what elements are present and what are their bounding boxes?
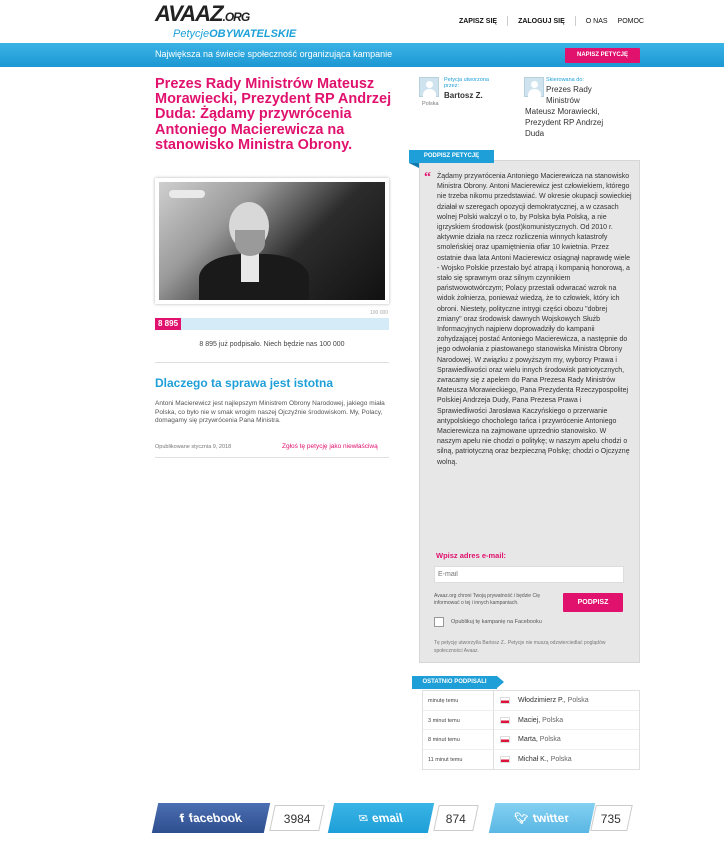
- share-facebook-label: facebook: [187, 811, 244, 825]
- nav-divider: [507, 16, 508, 26]
- signer-name: Włodzimierz P.,: [518, 697, 566, 704]
- logo-org-text: .ORG: [222, 10, 250, 24]
- signature-count: 8 895: [155, 318, 181, 330]
- twitter-share-count: 735: [590, 805, 633, 831]
- avaaz-logo[interactable]: [155, 3, 296, 40]
- target-line: Prezydent RP Andrzej: [525, 118, 604, 127]
- tagline: Największa na świecie społeczność organizująca kampanie: [155, 49, 393, 59]
- poland-flag-icon: [500, 756, 510, 763]
- signup-link[interactable]: ZAPISZ SIĘ: [458, 17, 498, 25]
- creator-name: Bartosz Z.: [444, 91, 483, 100]
- creator-country: Polska: [422, 101, 439, 107]
- target-line: Ministrów: [546, 96, 580, 105]
- help-link[interactable]: POMOC: [617, 17, 644, 25]
- sign-button[interactable]: PODPISZ: [563, 593, 623, 612]
- petition-disclaimer: Tę petycję utworzył/a Bartosz Z.. Petycje nie muszą odzwierciedlać poglądów społeczności Avaaz.: [434, 640, 606, 654]
- quote-icon: “: [424, 170, 431, 185]
- signer-name: Maciej,: [518, 716, 541, 724]
- signer-time: 3 minut temu: [428, 717, 460, 724]
- target-label: Skierowana do:: [546, 77, 584, 83]
- petition-text: Żądamy przywrócenia Antoniego Macierewicza na stanowisko Ministra Obrony. Antoni Macierewicz jest człowiekiem, którego nie trzeba nikomu przedstawiać. W okresie okupacji sowieckiej działał w szeregach opozycji demokratycznej, a w czasach wolnej Polski walczył o to, by Polska była Polską, a nie igrzyskiem środowisk (post)komunistycznych. Od 2010 r. aktywnie działa na rzecz rozliczenia winnych katastrofy smoleńskiej oraz upamiętnienia ofiar 10 kwietnia. Przez ostatnie dwa lata Antoni Macierewicz osiągnął naprawdę wiele - Wojsko Polskie przestało być atrapą i kompanią honorową, a stało się sprawnym oraz silnym czynnikiem państwowotwórczym; Polacy przestali odwracać wzrok na widok żołnierza, ponieważ wiedzą, że to człowiek, który ich obroni. Niestety, polityczne intrygi części obozu "dobrej zmiany" oraz środowisk dawnych Wojskowych Służb Informacyjnych najpierw doprowadziły do kampanii zohydzającej postać Antoniego Macierewicza, a następnie do jego odwołania z piastowanego stanowiska Ministra Obrony Narodowej. W związku z powyższym my, wyborcy Prawa i Sprawiedliwości oraz wielu innych środowisk patriotycznych, zwracamy się z apelem do Pana Prezesa Rady Ministrów Mateusza Morawieckiego, Pana Prezydenta Rzeczypospolitej Polskiej Andrzeja Dudy, Pana Prezesa Prawa i Sprawiedliwości Jarosława Kaczyńskiego o przerwanie antypolskiego chocholego tańca i przywrócenie Antoniego Macierewicza na zajmowane uprzednio stanowisko. W naszym apelu nie chodzi o politykę; w naszym apelu chodzi o silną, patriotyczną oraz bezpieczną Polskę; chodzi o Ojczyznę wolną.: [437, 173, 632, 466]
- signer-country: Polska: [542, 716, 564, 724]
- list-item: [423, 711, 639, 731]
- facebook-publish-checkbox[interactable]: [434, 617, 444, 627]
- signer-country: Polska: [550, 755, 572, 763]
- divider: [155, 457, 389, 458]
- signature-progress-bar: [155, 318, 389, 330]
- logo-sub-bold: OBYWATELSKIE: [209, 28, 297, 40]
- why-text: Antoni Macierewicz jest najlepszym Ministrem Obrony Narodowej, jakiego miała Polska, co było nie w smak wrogim naszej Ojczyźnie środowiskom. My, Polacy, domagamy się przywrócenia Pana Ministra.: [155, 400, 385, 425]
- twitter-icon: 🐦︎: [513, 812, 531, 825]
- facebook-share-count: 3984: [269, 805, 325, 831]
- signer-country: Polska: [539, 736, 561, 743]
- share-twitter-button[interactable]: [489, 803, 595, 833]
- share-email-button[interactable]: [328, 803, 434, 833]
- creator-avatar: [419, 77, 439, 97]
- recent-signers-label: OSTATNIO PODPISALI: [412, 676, 497, 689]
- top-nav: [459, 16, 644, 26]
- signer-time: 11 minut temu: [428, 756, 463, 763]
- list-item: [423, 750, 639, 770]
- signer-name: Michał K.,: [518, 755, 549, 763]
- logo-main-text: AVAAZ: [155, 1, 223, 26]
- poland-flag-icon: [500, 717, 510, 724]
- share-facebook-button[interactable]: [152, 803, 270, 833]
- about-link[interactable]: O NAS: [585, 17, 608, 25]
- login-link[interactable]: ZALOGUJ SIĘ: [518, 17, 565, 25]
- recent-signers-list: [422, 690, 640, 770]
- petition-title: Prezes Rady Ministrów Mateusz Morawiecki, Prezydent RP Andrzej Duda: Żądamy przywrócenia Antoniego Macierewicza na stanowisko Ministra Obrony.: [155, 76, 392, 153]
- nav-divider: [575, 16, 576, 26]
- signer-name: Marta,: [518, 736, 538, 743]
- target-line: Prezes Rady: [546, 85, 592, 94]
- signed-summary: 8 895 już podpisało. Niech będzie nas 100 000: [199, 341, 345, 348]
- start-petition-button[interactable]: NAPISZ PETYCJĘ: [565, 48, 640, 63]
- email-share-count: 874: [433, 805, 479, 831]
- share-twitter-label: twitter: [531, 811, 571, 825]
- signer-country: Polska: [567, 697, 589, 704]
- target-line: Duda: [525, 129, 545, 138]
- tagline-bar: [0, 43, 724, 67]
- list-item: [423, 730, 639, 750]
- logo-sub-prefix: Petycje: [173, 28, 210, 40]
- site-header: [0, 0, 724, 43]
- goal-label: 100 000: [370, 310, 389, 316]
- signer-time: 8 minut temu: [428, 737, 460, 743]
- divider: [155, 362, 389, 363]
- facebook-publish-label: Opublikuj tę kampanię na Facebooku: [451, 619, 542, 625]
- target-avatar: [524, 77, 544, 97]
- email-label: Wpisz adres e-mail:: [436, 551, 507, 560]
- email-input[interactable]: [434, 566, 624, 583]
- sign-petition-label: PODPISZ PETYCJĘ: [409, 150, 494, 163]
- mail-icon: ✉: [357, 812, 370, 825]
- list-item: [423, 691, 639, 711]
- facebook-icon: f: [178, 812, 187, 825]
- target-line: Mateusz Morawiecki,: [525, 107, 600, 116]
- privacy-note[interactable]: Avaaz.org chroni Twoją prywatność i będzie Cię informować o tej i innych kampaniach.: [434, 593, 540, 606]
- poland-flag-icon: [500, 736, 510, 743]
- signer-time: minutę temu: [428, 698, 459, 704]
- share-email-label: email: [370, 811, 405, 825]
- report-link[interactable]: Zgłoś tę petycję jako niewłaściwą: [282, 443, 378, 450]
- creator-label: Petycja utworzona przez:: [444, 77, 489, 89]
- petition-photo: [155, 178, 389, 304]
- why-title: Dlaczego ta sprawa jest istotna: [155, 376, 334, 390]
- poland-flag-icon: [500, 697, 510, 704]
- published-date: Opublikowane stycznia 9, 2018: [155, 444, 232, 450]
